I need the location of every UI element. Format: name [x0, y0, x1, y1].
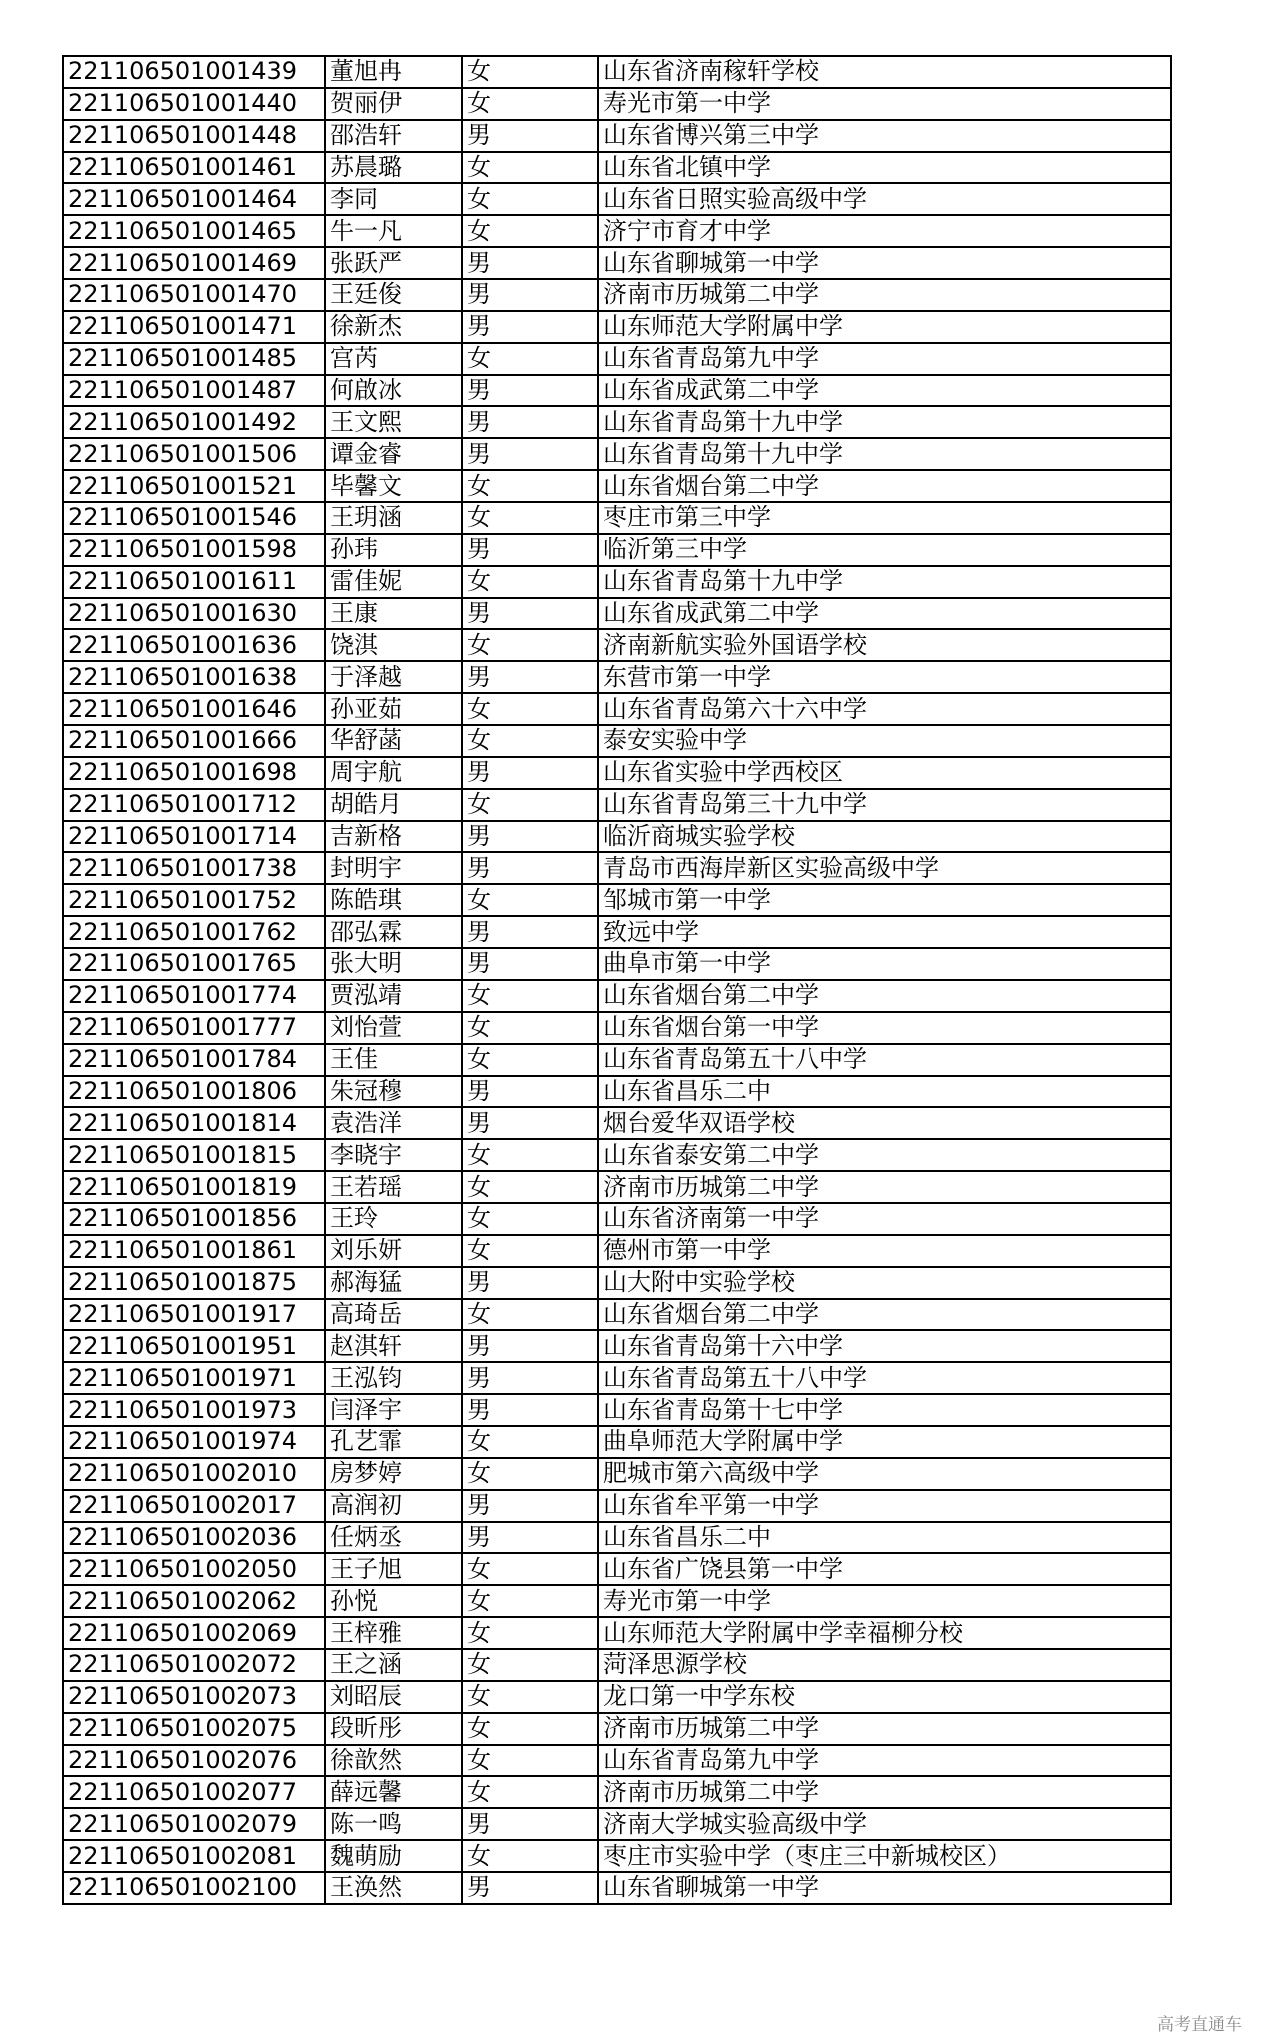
- table-row: [63, 1649, 1171, 1681]
- school-cell: 山东省烟台第一中学: [598, 1012, 1171, 1044]
- school-cell: 山东省济南稼轩学校: [598, 56, 1171, 88]
- gender-cell: 女: [462, 1649, 598, 1681]
- student-id-cell: 221106501001506: [63, 438, 325, 470]
- student-name-cell: 张跃严: [325, 247, 462, 279]
- student-name-cell: 于泽越: [325, 661, 462, 693]
- table-row: [63, 152, 1171, 184]
- student-name-cell: 王泓钧: [325, 1362, 462, 1394]
- school-cell: 烟台爱华双语学校: [598, 1107, 1171, 1139]
- table-row: [63, 1713, 1171, 1745]
- gender-cell: 男: [462, 1490, 598, 1522]
- gender-cell: 女: [462, 1203, 598, 1235]
- gender-cell: 男: [462, 1394, 598, 1426]
- student-id-cell: 221106501002100: [63, 1872, 325, 1904]
- student-id-cell: 221106501001861: [63, 1235, 325, 1267]
- student-id-cell: 221106501001815: [63, 1139, 325, 1171]
- gender-cell: 男: [462, 406, 598, 438]
- student-id-cell: 221106501001951: [63, 1330, 325, 1362]
- student-id-cell: 221106501001971: [63, 1362, 325, 1394]
- gender-cell: 女: [462, 1235, 598, 1267]
- school-cell: 临沂第三中学: [598, 534, 1171, 566]
- table-row: [63, 1171, 1171, 1203]
- table-row: [63, 1235, 1171, 1267]
- gender-cell: 男: [462, 661, 598, 693]
- gender-cell: 女: [462, 789, 598, 821]
- gender-cell: 女: [462, 1617, 598, 1649]
- student-id-cell: 221106501001611: [63, 566, 325, 598]
- school-cell: 致远中学: [598, 916, 1171, 948]
- gender-cell: 男: [462, 1267, 598, 1299]
- student-name-cell: 李同: [325, 183, 462, 215]
- gender-cell: 女: [462, 183, 598, 215]
- school-cell: 济南新航实验外国语学校: [598, 629, 1171, 661]
- student-id-cell: 221106501001765: [63, 948, 325, 980]
- student-id-cell: 221106501001774: [63, 980, 325, 1012]
- table-row: [63, 343, 1171, 375]
- student-name-cell: 李晓宇: [325, 1139, 462, 1171]
- table-row: [63, 629, 1171, 661]
- gender-cell: 男: [462, 1522, 598, 1554]
- table-row: [63, 598, 1171, 630]
- school-cell: 济南市历城第二中学: [598, 279, 1171, 311]
- student-name-cell: 赵淇轩: [325, 1330, 462, 1362]
- gender-cell: 女: [462, 693, 598, 725]
- student-id-cell: 221106501001712: [63, 789, 325, 821]
- table-row: [63, 1776, 1171, 1808]
- table-row: [63, 120, 1171, 152]
- student-id-cell: 221106501001762: [63, 916, 325, 948]
- school-cell: 山东省青岛第十九中学: [598, 406, 1171, 438]
- gender-cell: 女: [462, 502, 598, 534]
- gender-cell: 男: [462, 375, 598, 407]
- gender-cell: 女: [462, 884, 598, 916]
- student-name-cell: 董旭冉: [325, 56, 462, 88]
- table-row: [63, 1553, 1171, 1585]
- student-id-cell: 221106501001973: [63, 1394, 325, 1426]
- student-name-cell: 郝海猛: [325, 1267, 462, 1299]
- student-id-cell: 221106501001917: [63, 1299, 325, 1331]
- student-name-cell: 何啟冰: [325, 375, 462, 407]
- gender-cell: 女: [462, 1681, 598, 1713]
- student-id-cell: 221106501001546: [63, 502, 325, 534]
- school-cell: 山东省牟平第一中学: [598, 1490, 1171, 1522]
- student-name-cell: 王若瑶: [325, 1171, 462, 1203]
- table-row: [63, 183, 1171, 215]
- student-id-cell: 221106501001485: [63, 343, 325, 375]
- gender-cell: 女: [462, 629, 598, 661]
- table-row: [63, 948, 1171, 980]
- student-name-cell: 谭金睿: [325, 438, 462, 470]
- student-id-cell: 221106501002077: [63, 1776, 325, 1808]
- gender-cell: 女: [462, 980, 598, 1012]
- student-name-cell: 贺丽伊: [325, 88, 462, 120]
- table-row: [63, 1076, 1171, 1108]
- table-row: [63, 470, 1171, 502]
- table-body: [63, 56, 1171, 1904]
- student-name-cell: 房梦婷: [325, 1458, 462, 1490]
- school-cell: 菏泽思源学校: [598, 1649, 1171, 1681]
- school-cell: 山东省烟台第二中学: [598, 470, 1171, 502]
- student-name-cell: 吉新格: [325, 821, 462, 853]
- student-name-cell: 苏晨璐: [325, 152, 462, 184]
- student-id-cell: 221106501001974: [63, 1426, 325, 1458]
- school-cell: 山东省青岛第九中学: [598, 1745, 1171, 1777]
- student-name-cell: 王文熙: [325, 406, 462, 438]
- gender-cell: 男: [462, 1808, 598, 1840]
- table-row: [63, 1458, 1171, 1490]
- student-id-cell: 221106501002075: [63, 1713, 325, 1745]
- student-id-cell: 221106501001636: [63, 629, 325, 661]
- gender-cell: 女: [462, 56, 598, 88]
- student-name-cell: 贾泓靖: [325, 980, 462, 1012]
- school-cell: 肥城市第六高级中学: [598, 1458, 1171, 1490]
- student-name-cell: 饶淇: [325, 629, 462, 661]
- school-cell: 济宁市育才中学: [598, 215, 1171, 247]
- gender-cell: 女: [462, 566, 598, 598]
- table-row: [63, 502, 1171, 534]
- gender-cell: 男: [462, 247, 598, 279]
- gender-cell: 男: [462, 1107, 598, 1139]
- table-row: [63, 1490, 1171, 1522]
- student-name-cell: 华舒菡: [325, 725, 462, 757]
- student-id-cell: 221106501001698: [63, 757, 325, 789]
- gender-cell: 女: [462, 1044, 598, 1076]
- student-name-cell: 朱冠穆: [325, 1076, 462, 1108]
- student-name-cell: 王玥涵: [325, 502, 462, 534]
- student-name-cell: 王涣然: [325, 1872, 462, 1904]
- student-name-cell: 徐新杰: [325, 311, 462, 343]
- student-name-cell: 孙亚茹: [325, 693, 462, 725]
- table-row: [63, 661, 1171, 693]
- student-name-cell: 王玲: [325, 1203, 462, 1235]
- table-row: [63, 1585, 1171, 1617]
- gender-cell: 女: [462, 1840, 598, 1872]
- student-name-cell: 王之涵: [325, 1649, 462, 1681]
- table-row: [63, 1522, 1171, 1554]
- student-id-cell: 221106501002069: [63, 1617, 325, 1649]
- student-name-cell: 毕馨文: [325, 470, 462, 502]
- school-cell: 山东省济南第一中学: [598, 1203, 1171, 1235]
- school-cell: 山东省青岛第五十八中学: [598, 1044, 1171, 1076]
- table-row: [63, 1745, 1171, 1777]
- table-row: [63, 789, 1171, 821]
- student-name-cell: 任炳丞: [325, 1522, 462, 1554]
- gender-cell: 女: [462, 1426, 598, 1458]
- school-cell: 山东省青岛第十九中学: [598, 566, 1171, 598]
- school-cell: 邹城市第一中学: [598, 884, 1171, 916]
- school-cell: 寿光市第一中学: [598, 88, 1171, 120]
- student-name-cell: 王梓雅: [325, 1617, 462, 1649]
- school-cell: 曲阜市第一中学: [598, 948, 1171, 980]
- gender-cell: 女: [462, 215, 598, 247]
- table-row: [63, 438, 1171, 470]
- student-id-cell: 221106501001814: [63, 1107, 325, 1139]
- student-name-cell: 刘昭辰: [325, 1681, 462, 1713]
- student-name-cell: 陈一鸣: [325, 1808, 462, 1840]
- table-row: [63, 1012, 1171, 1044]
- student-id-cell: 221106501001469: [63, 247, 325, 279]
- student-id-cell: 221106501002081: [63, 1840, 325, 1872]
- gender-cell: 男: [462, 852, 598, 884]
- gender-cell: 男: [462, 120, 598, 152]
- gender-cell: 男: [462, 1362, 598, 1394]
- watermark: 高考直通车: [1157, 2015, 1242, 2035]
- school-cell: 山东省昌乐二中: [598, 1076, 1171, 1108]
- school-cell: 山东省昌乐二中: [598, 1522, 1171, 1554]
- table-row: [63, 1808, 1171, 1840]
- student-name-cell: 刘怡萱: [325, 1012, 462, 1044]
- student-name-cell: 封明宇: [325, 852, 462, 884]
- school-cell: 东营市第一中学: [598, 661, 1171, 693]
- student-id-cell: 221106501001598: [63, 534, 325, 566]
- school-cell: 龙口第一中学东校: [598, 1681, 1171, 1713]
- student-id-cell: 221106501001875: [63, 1267, 325, 1299]
- school-cell: 山东省日照实验高级中学: [598, 183, 1171, 215]
- student-name-cell: 王康: [325, 598, 462, 630]
- student-id-cell: 221106501001777: [63, 1012, 325, 1044]
- gender-cell: 男: [462, 438, 598, 470]
- table-row: [63, 375, 1171, 407]
- table-row: [63, 1617, 1171, 1649]
- table-row: [63, 247, 1171, 279]
- student-id-cell: 221106501001461: [63, 152, 325, 184]
- student-id-cell: 221106501002062: [63, 1585, 325, 1617]
- table-row: [63, 1203, 1171, 1235]
- school-cell: 山东省聊城第一中学: [598, 1872, 1171, 1904]
- gender-cell: 女: [462, 343, 598, 375]
- gender-cell: 男: [462, 948, 598, 980]
- student-name-cell: 高琦岳: [325, 1299, 462, 1331]
- student-id-cell: 221106501001738: [63, 852, 325, 884]
- gender-cell: 女: [462, 1713, 598, 1745]
- student-id-cell: 221106501002036: [63, 1522, 325, 1554]
- student-id-cell: 221106501001521: [63, 470, 325, 502]
- school-cell: 临沂商城实验学校: [598, 821, 1171, 853]
- gender-cell: 女: [462, 1458, 598, 1490]
- table-row: [63, 1872, 1171, 1904]
- student-name-cell: 孙悦: [325, 1585, 462, 1617]
- gender-cell: 女: [462, 725, 598, 757]
- student-name-cell: 张大明: [325, 948, 462, 980]
- table-row: [63, 1426, 1171, 1458]
- student-name-cell: 段昕彤: [325, 1713, 462, 1745]
- student-id-cell: 221106501001714: [63, 821, 325, 853]
- student-id-cell: 221106501001646: [63, 693, 325, 725]
- gender-cell: 女: [462, 152, 598, 184]
- school-cell: 曲阜师范大学附属中学: [598, 1426, 1171, 1458]
- student-id-cell: 221106501001630: [63, 598, 325, 630]
- school-cell: 枣庄市实验中学（枣庄三中新城校区）: [598, 1840, 1171, 1872]
- gender-cell: 男: [462, 598, 598, 630]
- student-id-cell: 221106501002073: [63, 1681, 325, 1713]
- student-id-cell: 221106501001666: [63, 725, 325, 757]
- student-name-cell: 袁浩洋: [325, 1107, 462, 1139]
- student-name-cell: 牛一凡: [325, 215, 462, 247]
- school-cell: 山东省成武第二中学: [598, 375, 1171, 407]
- student-name-cell: 王子旭: [325, 1553, 462, 1585]
- table-row: [63, 1267, 1171, 1299]
- gender-cell: 男: [462, 1872, 598, 1904]
- school-cell: 济南市历城第二中学: [598, 1171, 1171, 1203]
- gender-cell: 男: [462, 821, 598, 853]
- table-row: [63, 1044, 1171, 1076]
- student-id-cell: 221106501002079: [63, 1808, 325, 1840]
- student-id-cell: 221106501001440: [63, 88, 325, 120]
- school-cell: 青岛市西海岸新区实验高级中学: [598, 852, 1171, 884]
- student-name-cell: 胡皓月: [325, 789, 462, 821]
- student-id-cell: 221106501001638: [63, 661, 325, 693]
- school-cell: 德州市第一中学: [598, 1235, 1171, 1267]
- table-row: [63, 852, 1171, 884]
- student-name-cell: 王佳: [325, 1044, 462, 1076]
- table-row: [63, 884, 1171, 916]
- student-id-cell: 221106501001439: [63, 56, 325, 88]
- school-cell: 山东省北镇中学: [598, 152, 1171, 184]
- school-cell: 济南大学城实验高级中学: [598, 1808, 1171, 1840]
- student-id-cell: 221106501001470: [63, 279, 325, 311]
- gender-cell: 女: [462, 1553, 598, 1585]
- school-cell: 山东省烟台第二中学: [598, 1299, 1171, 1331]
- table-row: [63, 1394, 1171, 1426]
- school-cell: 山东省泰安第二中学: [598, 1139, 1171, 1171]
- student-id-cell: 221106501002050: [63, 1553, 325, 1585]
- school-cell: 山东省广饶县第一中学: [598, 1553, 1171, 1585]
- school-cell: 山大附中实验学校: [598, 1267, 1171, 1299]
- school-cell: 山东省烟台第二中学: [598, 980, 1171, 1012]
- table-row: [63, 757, 1171, 789]
- table-row: [63, 1299, 1171, 1331]
- student-name-cell: 闫泽宇: [325, 1394, 462, 1426]
- gender-cell: 男: [462, 534, 598, 566]
- table-row: [63, 1330, 1171, 1362]
- table-row: [63, 534, 1171, 566]
- table-row: [63, 1362, 1171, 1394]
- student-name-cell: 周宇航: [325, 757, 462, 789]
- gender-cell: 女: [462, 1139, 598, 1171]
- gender-cell: 女: [462, 1171, 598, 1203]
- school-cell: 济南市历城第二中学: [598, 1776, 1171, 1808]
- table-row: [63, 980, 1171, 1012]
- table-row: [63, 1840, 1171, 1872]
- table-row: [63, 1681, 1171, 1713]
- gender-cell: 女: [462, 1745, 598, 1777]
- student-id-cell: 221106501002076: [63, 1745, 325, 1777]
- gender-cell: 男: [462, 311, 598, 343]
- school-cell: 山东师范大学附属中学幸福柳分校: [598, 1617, 1171, 1649]
- student-name-cell: 邵弘霖: [325, 916, 462, 948]
- student-id-cell: 221106501002017: [63, 1490, 325, 1522]
- gender-cell: 女: [462, 1299, 598, 1331]
- table-row: [63, 566, 1171, 598]
- gender-cell: 女: [462, 470, 598, 502]
- table-row: [63, 725, 1171, 757]
- student-id-cell: 221106501001806: [63, 1076, 325, 1108]
- gender-cell: 男: [462, 757, 598, 789]
- gender-cell: 女: [462, 1585, 598, 1617]
- student-id-cell: 221106501001819: [63, 1171, 325, 1203]
- table-row: [63, 821, 1171, 853]
- student-name-cell: 宫芮: [325, 343, 462, 375]
- table-row: [63, 279, 1171, 311]
- student-table: [62, 55, 1172, 1905]
- school-cell: 枣庄市第三中学: [598, 502, 1171, 534]
- school-cell: 山东省成武第二中学: [598, 598, 1171, 630]
- table-row: [63, 1107, 1171, 1139]
- student-name-cell: 王廷俊: [325, 279, 462, 311]
- school-cell: 山东省青岛第十九中学: [598, 438, 1171, 470]
- student-id-cell: 221106501001465: [63, 215, 325, 247]
- school-cell: 山东省博兴第三中学: [598, 120, 1171, 152]
- student-id-cell: 221106501001448: [63, 120, 325, 152]
- student-name-cell: 魏萌励: [325, 1840, 462, 1872]
- school-cell: 山东省青岛第六十六中学: [598, 693, 1171, 725]
- gender-cell: 男: [462, 916, 598, 948]
- table-row: [63, 693, 1171, 725]
- school-cell: 济南市历城第二中学: [598, 1713, 1171, 1745]
- school-cell: 山东省青岛第十六中学: [598, 1330, 1171, 1362]
- table-row: [63, 406, 1171, 438]
- school-cell: 泰安实验中学: [598, 725, 1171, 757]
- student-id-cell: 221106501001471: [63, 311, 325, 343]
- student-name-cell: 高润初: [325, 1490, 462, 1522]
- gender-cell: 女: [462, 88, 598, 120]
- student-name-cell: 孔艺霏: [325, 1426, 462, 1458]
- gender-cell: 男: [462, 1330, 598, 1362]
- student-id-cell: 221106501002010: [63, 1458, 325, 1490]
- gender-cell: 女: [462, 1776, 598, 1808]
- table-row: [63, 56, 1171, 88]
- school-cell: 山东师范大学附属中学: [598, 311, 1171, 343]
- student-id-cell: 221106501001492: [63, 406, 325, 438]
- gender-cell: 女: [462, 1012, 598, 1044]
- gender-cell: 男: [462, 1076, 598, 1108]
- student-id-cell: 221106501001487: [63, 375, 325, 407]
- table-row: [63, 215, 1171, 247]
- school-cell: 山东省青岛第三十九中学: [598, 789, 1171, 821]
- school-cell: 山东省聊城第一中学: [598, 247, 1171, 279]
- table-row: [63, 916, 1171, 948]
- table-row: [63, 311, 1171, 343]
- school-cell: 山东省实验中学西校区: [598, 757, 1171, 789]
- table-row: [63, 88, 1171, 120]
- student-name-cell: 邵浩轩: [325, 120, 462, 152]
- gender-cell: 男: [462, 279, 598, 311]
- student-id-cell: 221106501001784: [63, 1044, 325, 1076]
- school-cell: 山东省青岛第五十八中学: [598, 1362, 1171, 1394]
- student-name-cell: 陈皓琪: [325, 884, 462, 916]
- student-name-cell: 刘乐妍: [325, 1235, 462, 1267]
- school-cell: 寿光市第一中学: [598, 1585, 1171, 1617]
- student-name-cell: 雷佳妮: [325, 566, 462, 598]
- school-cell: 山东省青岛第十七中学: [598, 1394, 1171, 1426]
- student-name-cell: 徐歆然: [325, 1745, 462, 1777]
- school-cell: 山东省青岛第九中学: [598, 343, 1171, 375]
- student-name-cell: 薛远馨: [325, 1776, 462, 1808]
- student-name-cell: 孙玮: [325, 534, 462, 566]
- student-id-cell: 221106501001464: [63, 183, 325, 215]
- student-id-cell: 221106501002072: [63, 1649, 325, 1681]
- student-id-cell: 221106501001752: [63, 884, 325, 916]
- table-row: [63, 1139, 1171, 1171]
- student-id-cell: 221106501001856: [63, 1203, 325, 1235]
